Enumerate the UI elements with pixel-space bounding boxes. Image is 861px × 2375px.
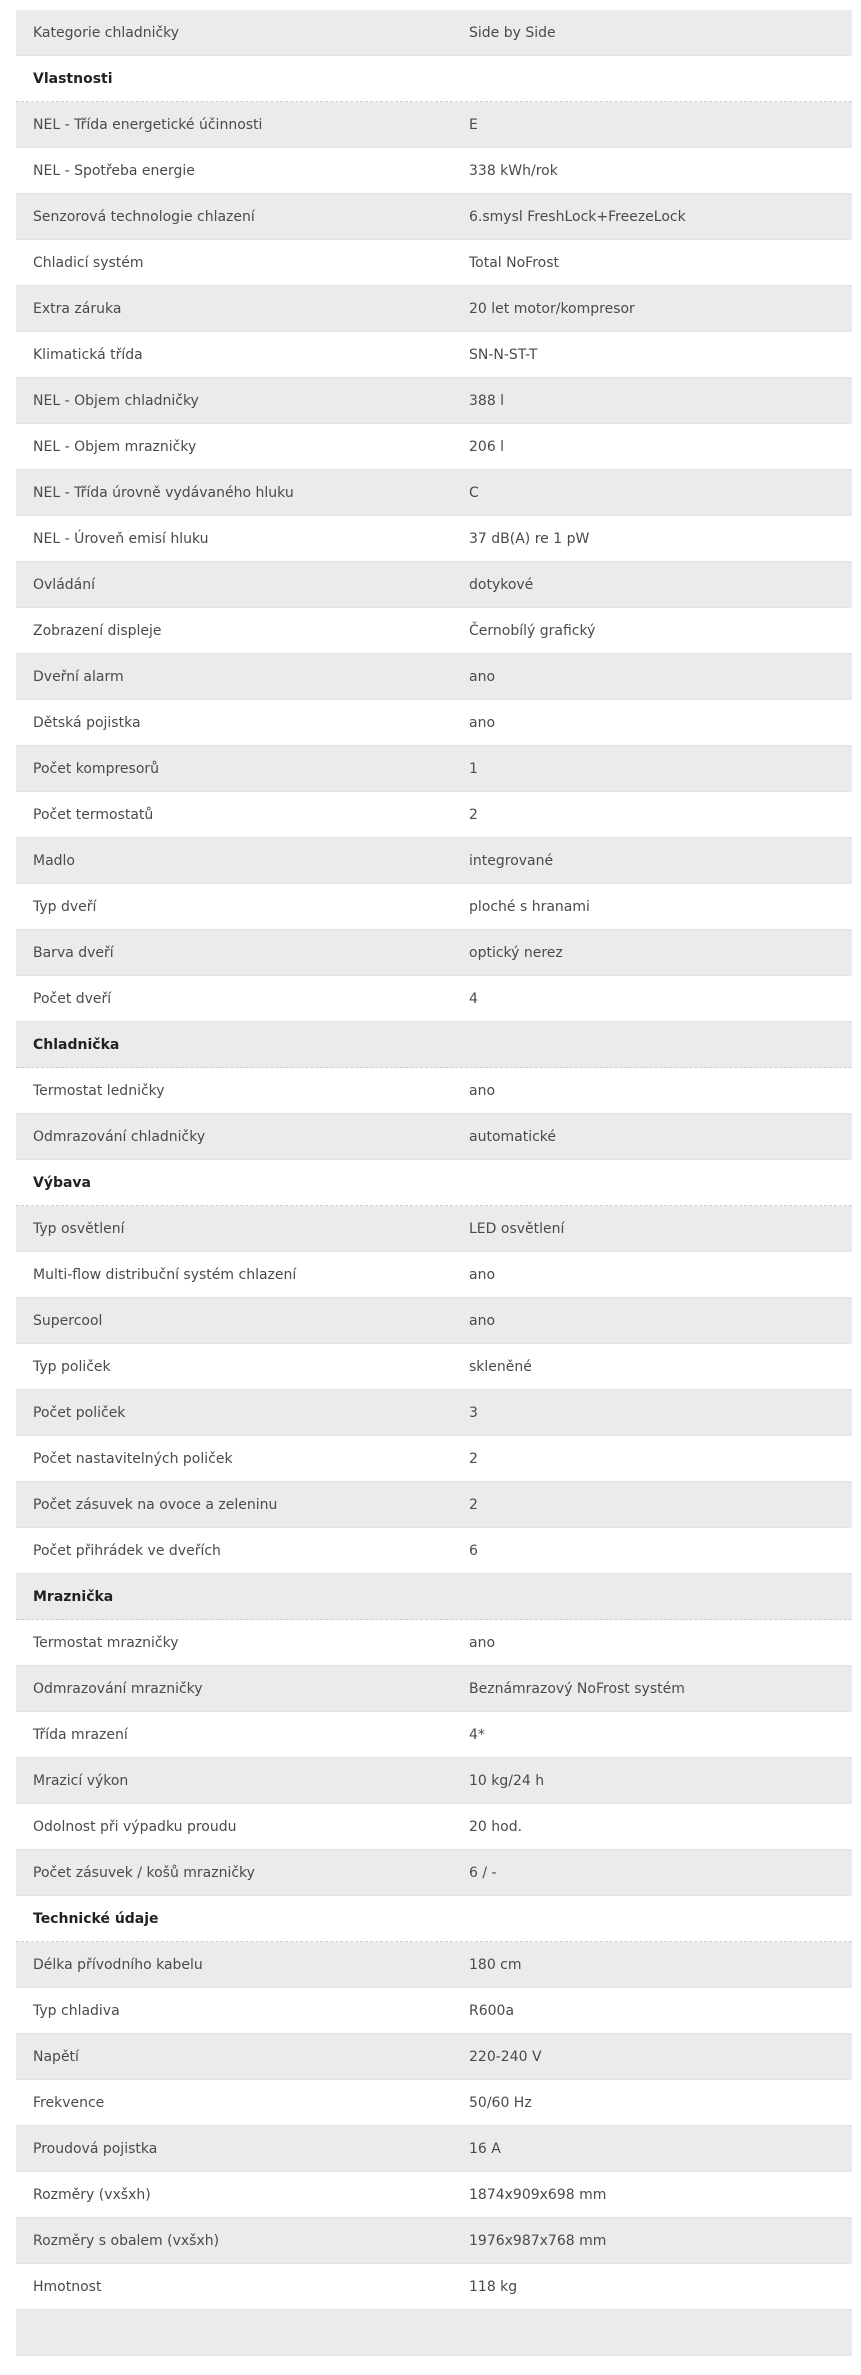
spec-value: optický nerez <box>469 944 563 961</box>
spec-label: Počet termostatů <box>33 806 154 823</box>
spec-label: NEL - Spotřeba energie <box>33 162 195 179</box>
spec-row <box>16 1344 852 1390</box>
spec-row <box>16 102 852 148</box>
spec-row <box>16 1390 852 1436</box>
spec-label: Počet zásuvek / košů mrazničky <box>33 1864 255 1881</box>
spec-row <box>16 746 852 792</box>
spec-label: Typ osvětlení <box>33 1220 125 1237</box>
spec-row <box>16 700 852 746</box>
spec-row <box>16 2172 852 2218</box>
spec-row <box>16 1436 852 1482</box>
spec-row <box>16 2264 852 2310</box>
spec-value: SN-N-ST-T <box>469 346 538 363</box>
spec-value: Total NoFrost <box>469 254 560 271</box>
section-header-row <box>16 56 852 102</box>
spec-label: Proudová pojistka <box>33 2140 158 2157</box>
section-header-row <box>16 1896 852 1942</box>
spec-row <box>16 2126 852 2172</box>
section-title: Mraznička <box>33 1588 114 1605</box>
spec-label: Třída mrazení <box>33 1726 128 1743</box>
spec-label: Klimatická třída <box>33 346 143 363</box>
spec-row <box>16 1528 852 1574</box>
spec-table <box>16 10 852 2356</box>
spec-row <box>16 884 852 930</box>
spec-row <box>16 148 852 194</box>
spec-row <box>16 930 852 976</box>
spec-value: LED osvětlení <box>469 1220 565 1237</box>
spec-value: Side by Side <box>469 24 556 41</box>
spec-value: ano <box>469 1266 496 1283</box>
spec-value: 338 kWh/rok <box>469 162 558 179</box>
section-header-row <box>16 1022 852 1068</box>
spec-label: NEL - Třída úrovně vydávaného hluku <box>33 484 294 501</box>
spec-value: dotykové <box>469 576 534 593</box>
spec-row <box>16 654 852 700</box>
spec-row <box>16 332 852 378</box>
spec-label: Počet poliček <box>33 1404 126 1421</box>
spec-value: 37 dB(A) re 1 pW <box>469 530 590 547</box>
spec-row <box>16 516 852 562</box>
spec-value: C <box>469 484 479 501</box>
spec-row <box>16 378 852 424</box>
spec-row <box>16 976 852 1022</box>
spec-row <box>16 2218 852 2264</box>
spec-value: 4 <box>469 990 478 1007</box>
section-header-row <box>16 1160 852 1206</box>
spec-value: 220-240 V <box>469 2048 542 2065</box>
spec-row <box>16 424 852 470</box>
spec-value: 16 A <box>469 2140 501 2157</box>
spec-row <box>16 2310 852 2356</box>
spec-row <box>16 1482 852 1528</box>
spec-label: Senzorová technologie chlazení <box>33 208 255 225</box>
spec-value: 6.smysl FreshLock+FreezeLock <box>469 208 686 225</box>
spec-value: 388 l <box>469 392 505 409</box>
spec-value: 10 kg/24 h <box>469 1772 545 1789</box>
spec-row <box>16 1206 852 1252</box>
spec-label: Typ dveří <box>33 898 97 915</box>
spec-value: 2 <box>469 806 478 823</box>
spec-label: Odmrazování mrazničky <box>33 1680 203 1697</box>
spec-row <box>16 562 852 608</box>
spec-value: 1874x909x698 mm <box>469 2186 607 2203</box>
spec-value: 206 l <box>469 438 505 455</box>
spec-value: ano <box>469 1312 496 1329</box>
spec-label: NEL - Úroveň emisí hluku <box>33 530 209 547</box>
spec-label: Počet kompresorů <box>33 760 160 777</box>
spec-row <box>16 1252 852 1298</box>
spec-value: 2 <box>469 1496 478 1513</box>
spec-label: Počet dveří <box>33 990 112 1007</box>
spec-value: 4* <box>469 1726 485 1743</box>
spec-row <box>16 1114 852 1160</box>
spec-row <box>16 1620 852 1666</box>
spec-label: Zobrazení displeje <box>33 622 162 639</box>
spec-value: 6 / - <box>469 1864 497 1881</box>
spec-label: NEL - Objem mrazničky <box>33 438 197 455</box>
spec-value: 3 <box>469 1404 478 1421</box>
spec-value: automatické <box>469 1128 557 1145</box>
spec-label: Chladicí systém <box>33 254 144 271</box>
spec-value: ano <box>469 1082 496 1099</box>
spec-label: Barva dveří <box>33 944 114 961</box>
spec-label: NEL - Objem chladničky <box>33 392 199 409</box>
spec-value: ano <box>469 1634 496 1651</box>
spec-label: Odolnost při výpadku proudu <box>33 1818 237 1835</box>
spec-row <box>16 2034 852 2080</box>
spec-row <box>16 2080 852 2126</box>
spec-row <box>16 1712 852 1758</box>
section-title: Výbava <box>33 1174 92 1191</box>
spec-row <box>16 1298 852 1344</box>
spec-label: Počet zásuvek na ovoce a zeleninu <box>33 1496 278 1513</box>
spec-row <box>16 608 852 654</box>
spec-row <box>16 838 852 884</box>
spec-label: Typ chladiva <box>33 2002 120 2019</box>
spec-label: Odmrazování chladničky <box>33 1128 206 1145</box>
spec-value: 50/60 Hz <box>469 2094 532 2111</box>
spec-value: 2 <box>469 1450 478 1467</box>
spec-label: Rozměry (vxšxh) <box>33 2186 151 2203</box>
spec-label: Termostat ledničky <box>33 1082 165 1099</box>
spec-row <box>16 792 852 838</box>
spec-value: R600a <box>469 2002 515 2019</box>
spec-label: Typ poliček <box>33 1358 111 1375</box>
spec-value: 118 kg <box>469 2278 518 2295</box>
spec-row <box>16 1850 852 1896</box>
spec-row <box>16 1068 852 1114</box>
spec-label: NEL - Třída energetické účinnosti <box>33 116 263 133</box>
spec-label: Počet přihrádek ve dveřích <box>33 1542 221 1559</box>
spec-label: Rozměry s obalem (vxšxh) <box>33 2232 220 2249</box>
spec-row <box>16 10 852 56</box>
spec-row <box>16 1804 852 1850</box>
spec-row <box>16 1758 852 1804</box>
section-title: Chladnička <box>33 1036 120 1053</box>
spec-label: Napětí <box>33 2048 79 2065</box>
spec-value: 20 let motor/kompresor <box>469 300 635 317</box>
spec-label: Délka přívodního kabelu <box>33 1956 203 1973</box>
spec-row <box>16 1666 852 1712</box>
spec-label: Dětská pojistka <box>33 714 141 731</box>
spec-value: E <box>469 116 478 133</box>
spec-label: Mrazicí výkon <box>33 1772 129 1789</box>
spec-label: Extra záruka <box>33 300 122 317</box>
spec-label: Frekvence <box>33 2094 105 2111</box>
spec-row <box>16 470 852 516</box>
spec-value: skleněné <box>469 1358 532 1375</box>
spec-value: 180 cm <box>469 1956 522 1973</box>
spec-row <box>16 1942 852 1988</box>
spec-label: Supercool <box>33 1312 103 1329</box>
spec-value: 1976x987x768 mm <box>469 2232 607 2249</box>
spec-row <box>16 194 852 240</box>
spec-label: Dveřní alarm <box>33 668 124 685</box>
section-title: Vlastnosti <box>33 70 113 87</box>
spec-label: Kategorie chladničky <box>33 24 180 41</box>
section-title: Technické údaje <box>33 1910 159 1927</box>
spec-value: ano <box>469 668 496 685</box>
spec-row <box>16 240 852 286</box>
spec-value: 6 <box>469 1542 478 1559</box>
spec-label: Ovládání <box>33 576 96 593</box>
spec-value: Černobílý grafický <box>469 622 596 639</box>
spec-row <box>16 1988 852 2034</box>
spec-value: Beznámrazový NoFrost systém <box>469 1680 685 1697</box>
section-header-row <box>16 1574 852 1620</box>
spec-value: 20 hod. <box>469 1818 523 1835</box>
spec-value: ano <box>469 714 496 731</box>
spec-row <box>16 286 852 332</box>
spec-label: Počet nastavitelných poliček <box>33 1450 233 1467</box>
spec-value: integrované <box>469 852 554 869</box>
spec-value: ploché s hranami <box>469 898 590 915</box>
spec-value: 1 <box>469 760 478 777</box>
spec-label: Madlo <box>33 852 75 869</box>
spec-label: Hmotnost <box>33 2278 102 2295</box>
spec-label: Multi-flow distribuční systém chlazení <box>33 1266 297 1283</box>
spec-label: Termostat mrazničky <box>33 1634 179 1651</box>
